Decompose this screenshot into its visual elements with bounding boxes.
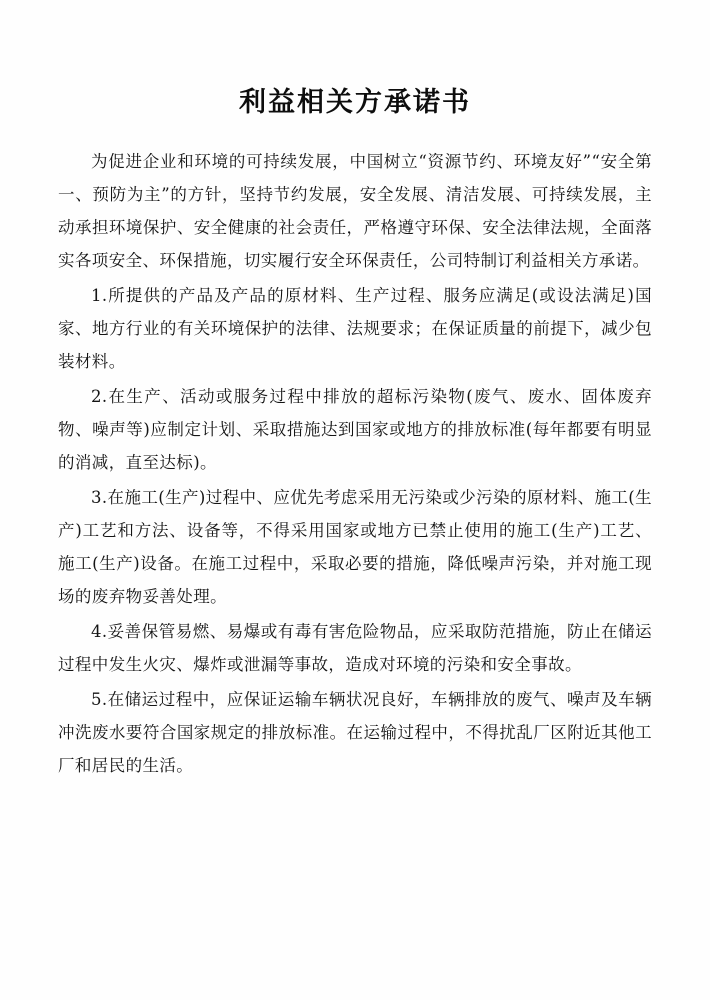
paragraph-item-5: 5.在储运过程中，应保证运输车辆状况良好，车辆排放的废气、噪声及车辆冲洗废水要符合国家规定的排放标准。在运输过程中，不得扰乱厂区附近其他工厂和居民的生活。 [58, 690, 652, 775]
paragraph-item-3: 3.在施工(生产)过程中、应优先考虑采用无污染或少污染的原材料、施工(生产)工艺和方法、设备等，不得采用国家或地方已禁止使用的施工(生产)工艺、施工(生产)设备。在施工过程中，采取必要的措施，降低噪声污染，并对施工现场的废弃物妥善处理。 [58, 488, 652, 606]
page-title: 利益相关方承诺书 [239, 87, 471, 118]
paragraph-item-4: 4.妥善保管易燃、易爆或有毒有害危险物品，应采取防范措施，防止在储运过程中发生火灾、爆炸或泄漏等事故，造成对环境的污染和安全事故。 [58, 622, 652, 674]
paragraph-intro: 为促进企业和环境的可持续发展，中国树立“资源节约、环境友好”“安全第一、预防为主”的方针，坚持节约发展，安全发展、清洁发展、可持续发展，主动承担环境保护、安全健康的社会责任，严格遵守环保、安全法律法规，全面落实各项安全、环保措施，切实履行安全环保责任，公司特制订利益相关方承诺。 [58, 152, 652, 270]
paragraph-item-2: 2.在生产、活动或服务过程中排放的超标污染物(废气、废水、固体废弃物、噪声等)应制定计划、采取措施达到国家或地方的排放标准(每年都要有明显的消减，直至达标)。 [58, 387, 652, 472]
document-body [58, 145, 652, 782]
paragraph-item-1: 1.所提供的产品及产品的原材料、生产过程、服务应满足(或设法满足)国家、地方行业的有关环境保护的法律、法规要求；在保证质量的前提下，减少包装材料。 [58, 286, 652, 371]
